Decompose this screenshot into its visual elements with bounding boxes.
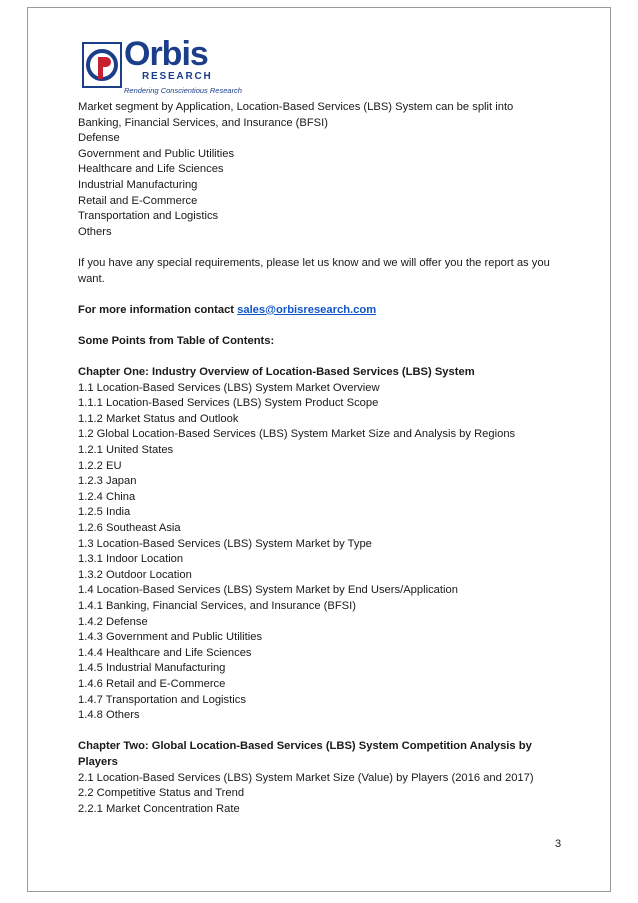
toc-item: 1.2.1 United States — [78, 444, 174, 457]
toc-item: 1.2 Global Location-Based Services (LBS) System Market Size and Analysis by Regions — [78, 428, 516, 441]
chapter-two-list — [78, 771, 578, 818]
application-list — [78, 116, 578, 241]
application-item: Defense — [78, 132, 120, 145]
toc-item: 1.4.8 Others — [78, 709, 140, 722]
toc-heading: Some Points from Table of Contents: — [78, 334, 275, 347]
contact-label: For more information contact — [78, 303, 235, 316]
orbis-logo — [82, 35, 242, 98]
application-item: Government and Public Utilities — [78, 147, 235, 160]
toc-item: 1.4.2 Defense — [78, 615, 148, 628]
toc-item: 1.4.1 Banking, Financial Services, and Insurance (BFSI) — [78, 600, 356, 612]
chapter-one-title: Chapter One: Industry Overview of Location-Based Services (LBS) System — [78, 366, 475, 379]
toc-item: 2.2 Competitive Status and Trend — [78, 787, 245, 800]
toc-item: 1.4.6 Retail and E-Commerce — [78, 677, 226, 690]
toc-item: 1.2.3 Japan — [78, 475, 137, 488]
application-item: Healthcare and Life Sciences — [78, 163, 224, 176]
logo-subtitle: RESEARCH — [142, 71, 213, 82]
document-body — [78, 100, 578, 817]
toc-item: 1.4 Location-Based Services (LBS) System Market by End Users/Application — [78, 584, 458, 597]
application-item: Others — [78, 225, 112, 238]
toc-item: 1.4.3 Government and Public Utilities — [78, 631, 263, 644]
toc-item: 1.3 Location-Based Services (LBS) System Market by Type — [78, 537, 372, 550]
toc-item: 1.2.5 India — [78, 506, 131, 519]
page-number: 3 — [555, 838, 562, 850]
logo-brand-text: Orbis — [124, 35, 208, 73]
chapter-two-title: Chapter Two: Global Location-Based Services (LBS) System Competition Analysis by Players — [78, 740, 532, 768]
toc-item: 1.2.6 Southeast Asia — [78, 522, 181, 535]
toc-item: 1.1.1 Location-Based Services (LBS) System Product Scope — [78, 397, 379, 410]
application-item: Banking, Financial Services, and Insurance (BFSI) — [78, 116, 328, 129]
toc-item: 1.4.5 Industrial Manufacturing — [78, 662, 226, 675]
application-item: Industrial Manufacturing — [78, 178, 198, 191]
chapter-one-list — [78, 381, 578, 724]
contact-email-link[interactable]: sales@orbisresearch.com — [237, 303, 377, 316]
toc-item: 1.4.7 Transportation and Logistics — [78, 693, 246, 706]
toc-item: 1.1 Location-Based Services (LBS) System Market Overview — [78, 381, 380, 394]
toc-item: 1.1.2 Market Status and Outlook — [78, 412, 239, 425]
logo-tagline: Rendering Conscientious Research — [124, 86, 242, 95]
toc-item: 1.4.4 Healthcare and Life Sciences — [78, 646, 252, 659]
toc-item: 1.2.2 EU — [78, 459, 122, 472]
requirements-paragraph: If you have any special requirements, please let us know and we will offer you the report as you want. — [78, 256, 550, 285]
application-item: Transportation and Logistics — [78, 210, 219, 223]
toc-item: 1.3.2 Outdoor Location — [78, 568, 192, 581]
application-item: Retail and E-Commerce — [78, 194, 198, 207]
segment-line: Market segment by Application, Location-Based Services (LBS) System can be split into — [78, 101, 514, 113]
toc-item: 1.2.4 China — [78, 490, 136, 503]
orbis-logo-mark-icon — [82, 42, 122, 88]
toc-item: 2.2.1 Market Concentration Rate — [78, 802, 240, 815]
toc-item: 2.1 Location-Based Services (LBS) System Market Size (Value) by Players (2016 and 2017) — [78, 771, 534, 784]
toc-item: 1.3.1 Indoor Location — [78, 553, 184, 566]
contact-line — [78, 303, 578, 319]
